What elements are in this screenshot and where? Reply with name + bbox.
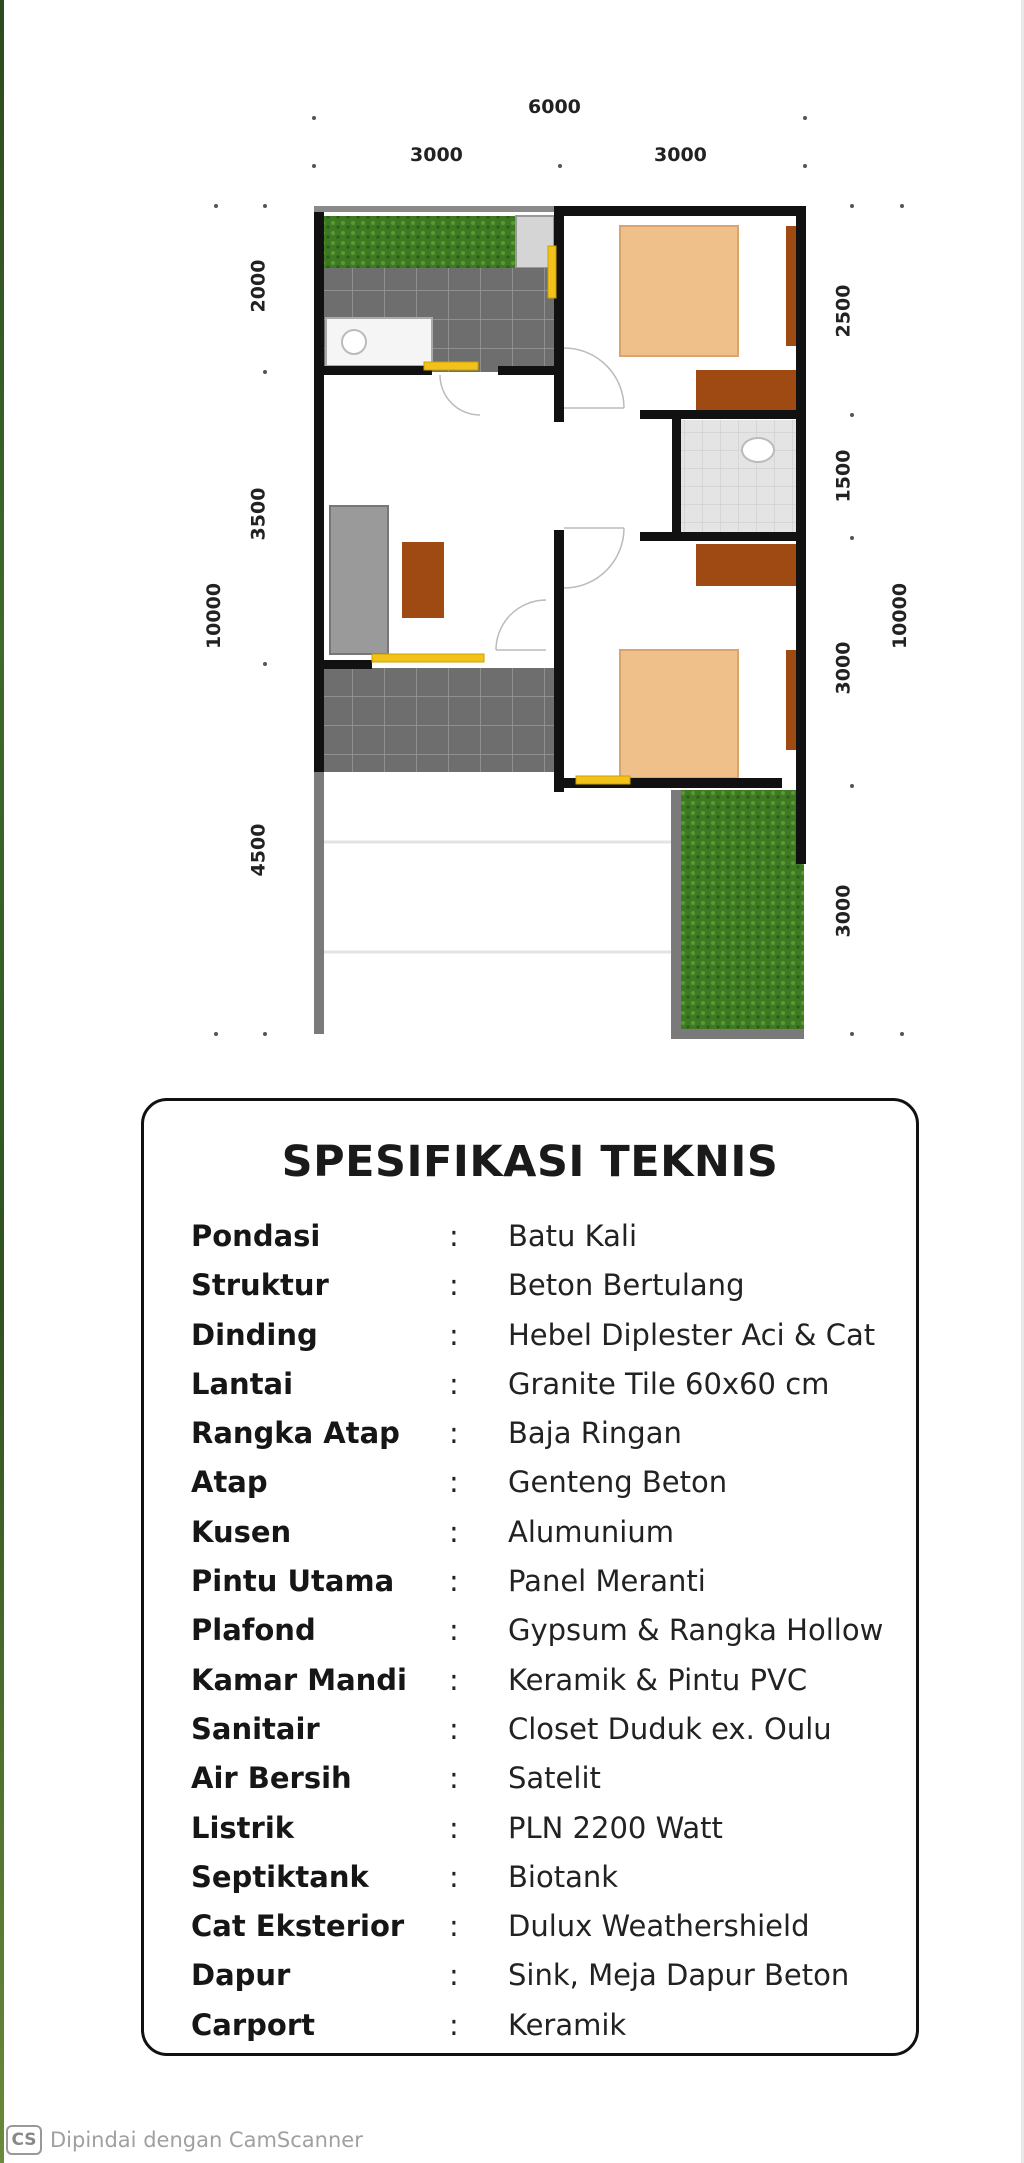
spec-label: Listrik [191, 1810, 295, 1845]
spec-label: Dapur [191, 1958, 291, 1993]
spec-colon: : [449, 1662, 459, 1697]
dim-right-bath: 1500 [832, 449, 855, 503]
spec-label: Carport [191, 2007, 316, 2042]
dim-left-bottom: 4500 [247, 823, 270, 877]
spec-label: Air Bersih [191, 1761, 352, 1796]
spec-value: Dulux Weathershield [508, 1909, 810, 1944]
spec-value: Beton Bertulang [508, 1268, 745, 1303]
back-garden [324, 216, 516, 268]
spec-label: Kusen [191, 1514, 292, 1549]
spec-value: Satelit [508, 1761, 601, 1796]
spec-row-struktur [191, 1268, 891, 1317]
scanner-text: Dipindai dengan CamScanner [50, 2128, 363, 2152]
dim-total-width: 6000 [528, 96, 581, 118]
spec-row-dapur [191, 1958, 891, 2007]
spec-colon: : [449, 1268, 459, 1303]
spec-label: Lantai [191, 1366, 294, 1401]
coffee-table [402, 542, 444, 618]
dim-left-width: 3000 [410, 144, 463, 166]
spec-value: Keramik [508, 2007, 627, 2042]
spec-row-atap [191, 1465, 891, 1514]
spec-colon: : [449, 1859, 459, 1894]
spec-colon: : [449, 1613, 459, 1648]
spec-value: PLN 2200 Watt [508, 1810, 723, 1845]
dim-right-top: 2500 [832, 284, 855, 338]
spec-value: Biotank [508, 1859, 619, 1894]
spec-row-sanitair [191, 1712, 891, 1761]
spec-row-rangka-atap [191, 1416, 891, 1465]
spec-row-dinding [191, 1318, 891, 1367]
spec-row-septiktank [191, 1860, 891, 1909]
bed-1 [620, 226, 738, 356]
dim-right-width: 3000 [654, 144, 707, 166]
spec-label: Sanitair [191, 1711, 320, 1746]
spec-row-listrik [191, 1811, 891, 1860]
spec-colon: : [449, 1761, 459, 1796]
spec-row-lantai [191, 1367, 891, 1416]
spec-label: Atap [191, 1465, 268, 1500]
spec-value: Sink, Meja Dapur Beton [508, 1958, 850, 1993]
spec-value: Granite Tile 60x60 cm [508, 1366, 830, 1401]
spec-value: Keramik & Pintu PVC [508, 1662, 808, 1697]
spec-label: Septiktank [191, 1859, 369, 1894]
terrace-tiles [324, 668, 554, 772]
spec-label: Dinding [191, 1317, 318, 1352]
spec-value: Genteng Beton [508, 1465, 728, 1500]
spec-colon: : [449, 1958, 459, 1993]
spec-colon: : [449, 1711, 459, 1746]
sofa [330, 506, 388, 654]
spec-label: Pintu Utama [191, 1564, 395, 1599]
spec-value: Panel Meranti [508, 1564, 706, 1599]
spec-row-pondasi [191, 1219, 891, 1268]
wardrobe-1 [696, 370, 796, 412]
front-garden [676, 790, 804, 1034]
spec-row-air-bersih [191, 1761, 891, 1810]
spec-colon: : [449, 1810, 459, 1845]
dim-left-top: 2000 [247, 259, 270, 313]
spec-colon: : [449, 1564, 459, 1599]
spec-colon: : [449, 1219, 459, 1253]
nightstand-2 [786, 650, 796, 750]
spec-label: Cat Eksterior [191, 1909, 405, 1944]
bathroom [674, 420, 802, 538]
spec-list [191, 1219, 891, 2057]
spec-label: Kamar Mandi [191, 1662, 407, 1697]
camscanner-logo-icon: CS [6, 2125, 42, 2155]
scanner-watermark [6, 2124, 363, 2156]
spec-value: Batu Kali [508, 1219, 638, 1253]
spec-label: Rangka Atap [191, 1416, 400, 1451]
dim-left-middle: 3500 [247, 487, 270, 541]
spec-value: Closet Duduk ex. Oulu [508, 1711, 832, 1746]
spec-title: SPESIFIKASI TEKNIS [281, 1137, 779, 1187]
dim-right-bedroom2: 3000 [832, 641, 855, 695]
spec-colon: : [449, 1465, 459, 1500]
spec-colon: : [449, 1366, 459, 1401]
spec-row-carport [191, 2008, 891, 2057]
spec-colon: : [449, 1514, 459, 1549]
spec-value: Alumunium [508, 1514, 674, 1549]
spec-row-cat-eksterior [191, 1909, 891, 1958]
carport-area [322, 772, 676, 1034]
bed-2 [620, 650, 738, 778]
spec-row-kusen [191, 1515, 891, 1564]
spec-row-plafond [191, 1613, 891, 1662]
spec-row-pintu-utama [191, 1564, 891, 1613]
nightstand-1 [786, 226, 796, 346]
spec-colon: : [449, 1317, 459, 1352]
spec-colon: : [449, 2007, 459, 2042]
wardrobe-2 [696, 544, 796, 586]
spec-value: Hebel Diplester Aci & Cat [508, 1317, 876, 1352]
spec-colon: : [449, 1416, 459, 1451]
dim-right-total: 10000 [889, 582, 912, 650]
fence-left [314, 772, 324, 1034]
spec-label: Pondasi [191, 1219, 321, 1253]
spec-colon: : [449, 1909, 459, 1944]
spec-value: Gypsum & Rangka Hollow [508, 1613, 884, 1648]
dim-right-garden: 3000 [832, 884, 855, 938]
spec-label: Plafond [191, 1613, 316, 1648]
spec-card [141, 1098, 919, 2056]
floor-plan [0, 0, 1024, 1080]
spec-row-kamar-mandi [191, 1663, 891, 1712]
spec-value: Baja Ringan [508, 1416, 682, 1451]
spec-label: Struktur [191, 1268, 329, 1303]
dim-left-total: 10000 [203, 582, 226, 650]
